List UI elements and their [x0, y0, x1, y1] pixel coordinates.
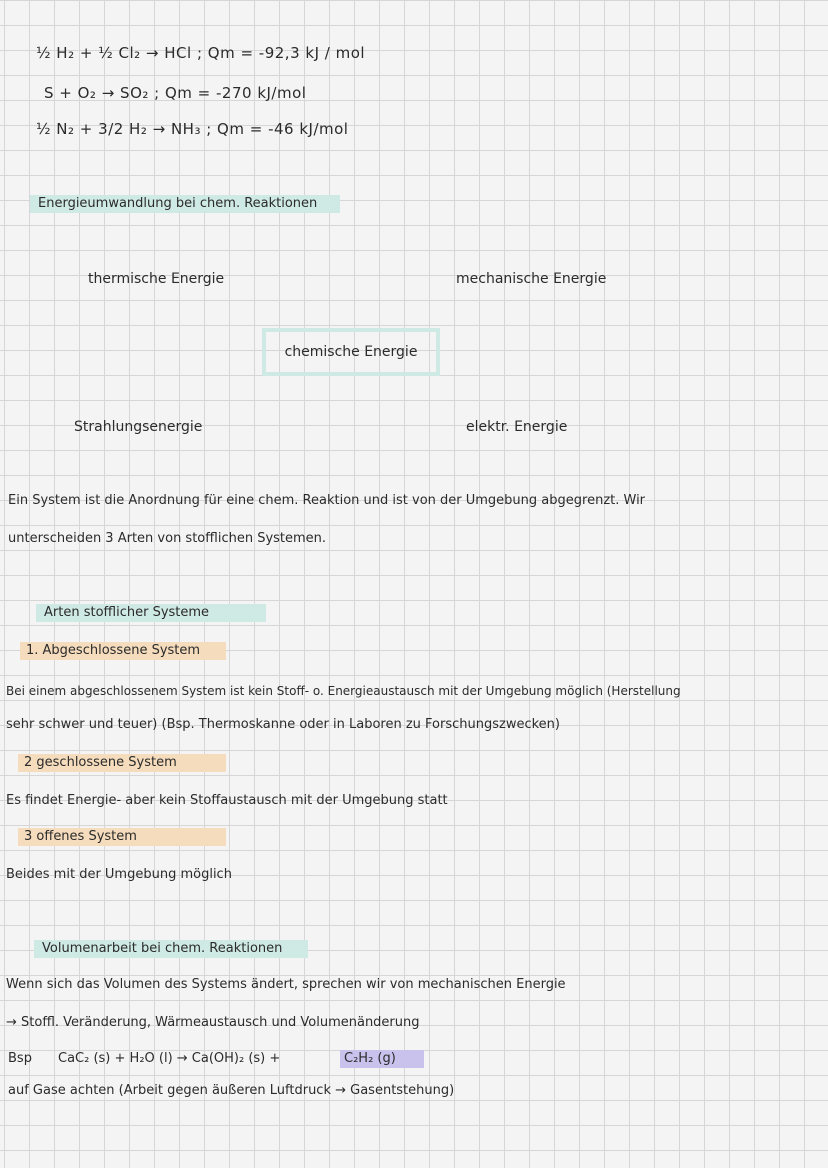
- semi-system-label: 2 geschlossene System: [18, 754, 226, 772]
- closed-system-text-2: sehr schwer und teuer) (Bsp. Thermoskanne oder in Laboren zu Forschungszwecken): [6, 717, 560, 732]
- thermal-energy: thermische Energie: [88, 271, 225, 287]
- chemical-energy: chemische Energie: [284, 344, 418, 360]
- chemical-energy-box: [262, 328, 440, 376]
- closed-system-text-1: Bei einem abgeschlossenem System ist kein Stoff- o. Energieaustausch mit der Umgebung möglich (Herstellung: [6, 684, 681, 698]
- semi-system-text: Es findet Energie- aber kein Stoffaustausch mit der Umgebung statt: [6, 793, 448, 808]
- example-label: Bsp: [8, 1051, 32, 1066]
- volume-line-4: auf Gase achten (Arbeit gegen äußeren Luftdruck → Gasentstehung): [8, 1083, 455, 1098]
- volume-line-2: → Stoffl. Veränderung, Wärmeaustausch und Volumenänderung: [6, 1015, 420, 1030]
- equation-nh3: ½ N₂ + 3/2 H₂ → NH₃ ; Qm = -46 kJ/mol: [36, 120, 349, 138]
- volume-line-1: Wenn sich das Volumen des Systems ändert, sprechen wir von mechanischen Energie: [6, 977, 566, 992]
- open-system-label: 3 offenes System: [18, 828, 226, 846]
- equation-so2: S + O₂ → SO₂ ; Qm = -270 kJ/mol: [44, 84, 307, 102]
- closed-system-label: 1. Abgeschlossene System: [20, 642, 226, 660]
- energy-heading: Energieumwandlung bei chem. Reaktionen: [30, 195, 340, 213]
- intro-line-1: Ein System ist die Anordnung für eine chem. Reaktion und ist von der Umgebung abgegrenzt. Wir: [8, 493, 646, 508]
- systems-heading: Arten stofflicher Systeme: [36, 604, 266, 622]
- radiation-energy: Strahlungsenergie: [74, 419, 203, 435]
- example-reaction: CaC₂ (s) + H₂O (l) → Ca(OH)₂ (s) +: [58, 1051, 281, 1066]
- example-product: C₂H₂ (g): [340, 1050, 424, 1068]
- mechanical-energy: mechanische Energie: [456, 271, 607, 287]
- intro-line-2: unterscheiden 3 Arten von stofflichen Systemen.: [8, 531, 327, 546]
- open-system-text: Beides mit der Umgebung möglich: [6, 867, 232, 882]
- electric-energy: elektr. Energie: [466, 419, 568, 435]
- equation-hcl: ½ H₂ + ½ Cl₂ → HCl ; Qm = -92,3 kJ / mol: [36, 44, 366, 62]
- volume-heading: Volumenarbeit bei chem. Reaktionen: [34, 940, 308, 958]
